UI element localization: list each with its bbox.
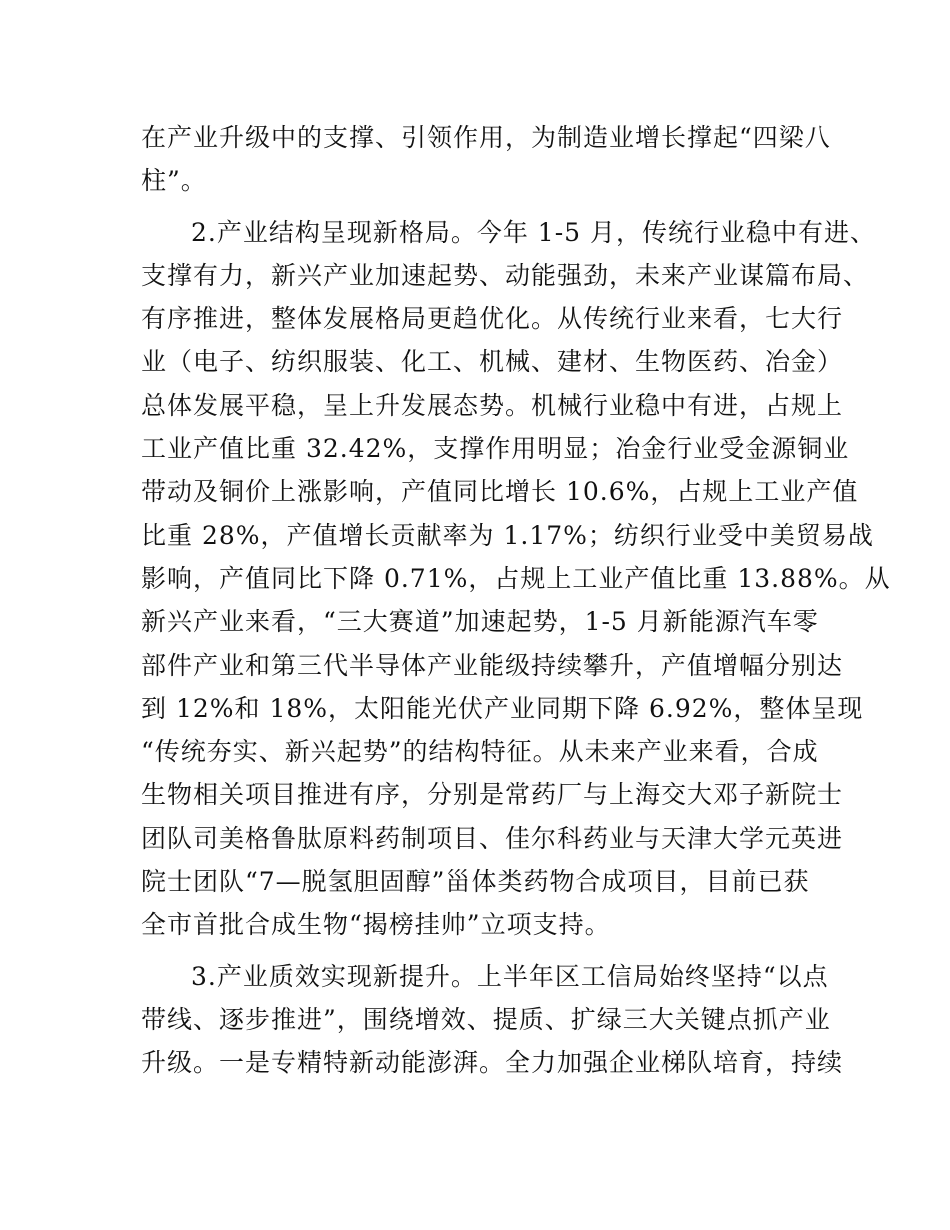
text-line: 影响，产值同比下降 0.71%，占规上工业产值比重 13.88%。从 xyxy=(141,563,891,593)
text-line: 比重 28%，产值增长贡献率为 1.17%；纺织行业受中美贸易战 xyxy=(141,520,874,550)
text-line: 总体发展平稳，呈上升发展态势。机械行业稳中有进，占规上 xyxy=(141,390,844,420)
text-line: 到 12%和 18%，太阳能光伏产业同期下降 6.92%，整体呈现 xyxy=(141,693,864,723)
text-line: 支撑有力，新兴产业加速起势、动能强劲，未来产业谋篇布局、 xyxy=(141,260,870,290)
text-line: 新兴产业来看，“三大赛道”加速起势，1-5 月新能源汽车零 xyxy=(141,607,819,637)
text-line: “传统夯实、新兴起势”的结构特征。从未来产业来看，合成 xyxy=(141,737,819,767)
text-line: 3.产业质效实现新提升。上半年区工信局始终坚持“以点 xyxy=(191,961,829,991)
text-line: 全市首批合成生物“揭榜挂帅”立项支持。 xyxy=(141,910,611,940)
text-line: 业（电子、纺织服装、化工、机械、建材、生物医药、冶金） xyxy=(141,347,844,377)
paragraph-1 xyxy=(141,116,831,203)
text-line: 有序推进，整体发展格局更趋优化。从传统行业来看，七大行 xyxy=(141,304,844,334)
text-line: 在产业升级中的支撑、引领作用，为制造业增长撑起“四梁八 xyxy=(141,123,831,152)
text-line: 柱”。 xyxy=(141,166,207,196)
text-line: 团队司美格鲁肽原料药制项目、佳尔科药业与天津大学元英进 xyxy=(141,823,844,853)
text-line: 生物相关项目推进有序，分别是常药厂与上海交大邓子新院士 xyxy=(141,780,844,810)
paragraph-2 xyxy=(141,211,891,947)
text-line: 升级。一是专精特新动能澎湃。全力加强企业梯队培育，持续 xyxy=(141,1048,844,1078)
text-line: 部件产业和第三代半导体产业能级持续攀升，产值增幅分别达 xyxy=(141,650,844,680)
paragraph-3 xyxy=(141,955,844,1085)
document-body xyxy=(141,116,891,1093)
text-line: 带线、逐步推进”，围绕增效、提质、扩绿三大关键点抓产业 xyxy=(141,1004,831,1034)
text-line: 带动及铜价上涨影响，产值同比增长 10.6%，占规上工业产值 xyxy=(141,477,859,507)
text-line: 院士团队“7—脱氢胆固醇”甾体类药物合成项目，目前已获 xyxy=(141,867,810,897)
text-line: 工业产值比重 32.42%，支撑作用明显；冶金行业受金源铜业 xyxy=(141,434,850,464)
text-line: 2.产业结构呈现新格局。今年 1-5 月，传统行业稳中有进、 xyxy=(191,217,877,247)
